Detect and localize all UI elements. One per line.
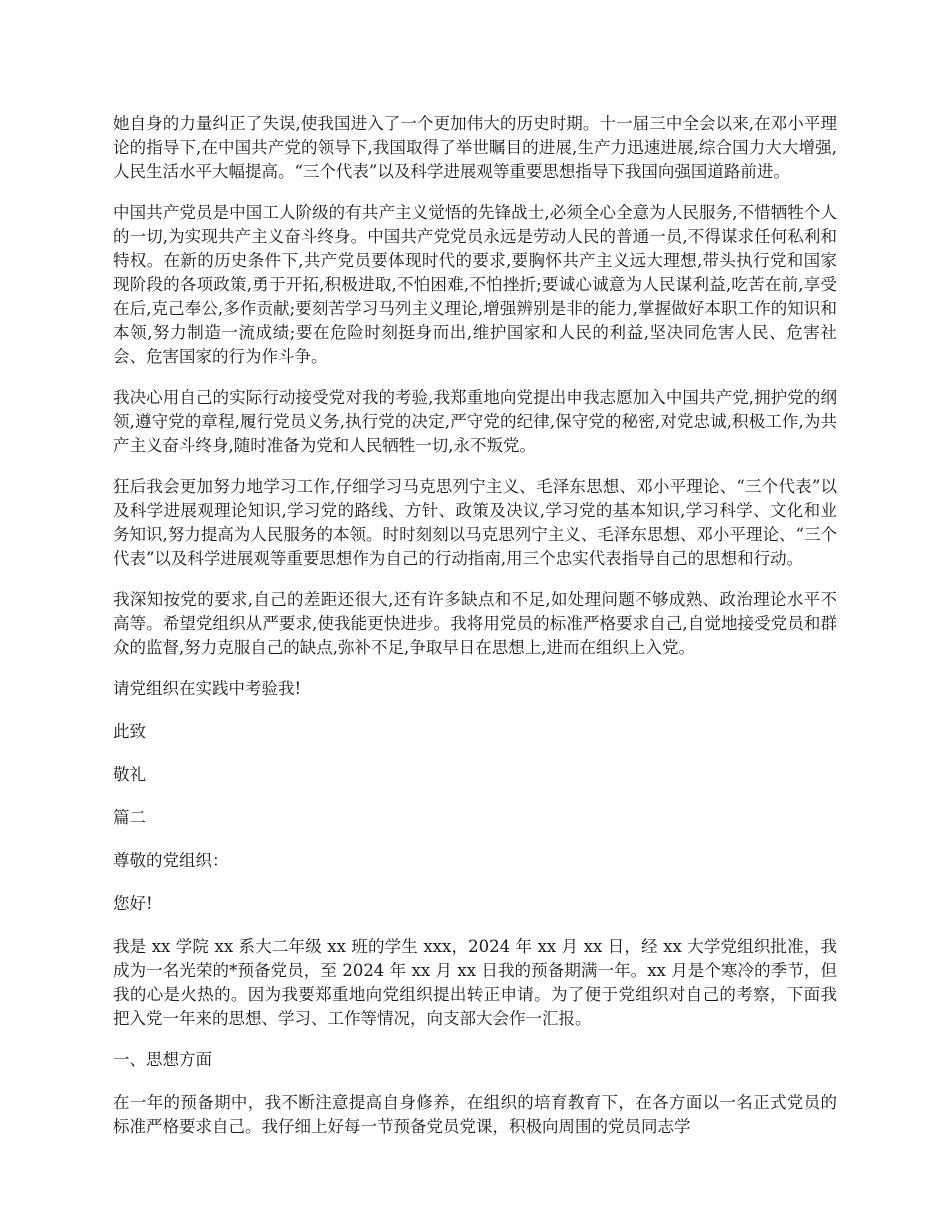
closing-jingli: 敬礼	[113, 765, 146, 784]
section-heading-part-two: 篇二	[113, 808, 146, 827]
paragraph-application-pledge: 我决心用自己的实际行动接受党对我的考验,我郑重地向党提出申我志愿加入中国共产党,拥护党的纲领,遵守党的章程,履行党员义务,执行党的决定,严守党的纪律,保守党的秘密,对党忠诚,积极工作,为共产主义奋斗终身,随时准备为党和人民牺牲一切,永不叛党。	[113, 388, 837, 455]
paragraph-study-plan: 狂后我会更加努力地学习工作,仔细学习马克思列宁主义、毛泽东思想、邓小平理论、“三个代表”以及科学进展观理论知识,学习党的路线、方针、政策及决议,学习党的基本知识,学习科学、文化和业务知识,努力提高为人民服务的本领。时时刻刻以马克思列宁主义、毛泽东思想、邓小平理论、“三个代表”以及科学进展观等重要思想作为自己的行动指南,用三个忠实代表指导自己的思想和行动。	[113, 477, 837, 568]
paragraph-self-assessment: 我深知按党的要求,自己的差距还很大,还有许多缺点和不足,如处理问题不够成熟、政治理论水平不高等。希望党组织从严要求,使我能更快进步。我将用党员的标准严格要求自己,自觉地接受党员和群众的监督,努力克服自己的缺点,弥补不足,争取早日在思想上,进而在组织上入党。	[113, 590, 837, 657]
paragraph-party-member-duties: 中国共产党员是中国工人阶级的有共产主义觉悟的先锋战士,必须全心全意为人民服务,不惜牺牲个人的一切,为实现共产主义奋斗终身。中国共产党党员永远是劳动人民的普通一员,不得谋求任何私利和特权。在新的历史条件下,共产党员要体现时代的要求,要胸怀共产主义远大理想,带头执行党和国家现阶段的各项政策,勇于开拓,积极进取,不怕困难,不怕挫折;要诚心诚意为人民谋利益,吃苦在前,享受在后,克己奉公,多作贡献;要刻苦学习马列主义理论,增强辨别是非的能力,掌握做好本职工作的知识和本领,努力制造一流成绩;要在危险时刻挺身而出,维护国家和人民的利益,坚决同危害人民、危害社会、危害国家的行为作斗争。	[113, 203, 837, 366]
paragraph-thought-aspect: 在一年的预备期中，我不断注意提高自身修养，在组织的培育教育下，在各方面以一名正式党员的标准严格要求自己。我仔细上好每一节预备党员党课，积极向周围的党员同志学	[113, 1093, 837, 1136]
closing-cizhi: 此致	[113, 722, 146, 741]
greeting: 您好!	[113, 894, 153, 913]
section-heading-thought: 一、思想方面	[113, 1050, 212, 1069]
paragraph-history: 她自身的力量纠正了失误,使我国进入了一个更加伟大的历史时期。十一届三中全会以来,在邓小平理论的指导下,在中国共产党的领导下,我国取得了举世瞩目的进展,生产力迅速进展,综合国力大大增强,人民生活水平大幅提高。“三个代表”以及科学进展观等重要思想指导下我国向强国道路前进。	[113, 114, 837, 181]
paragraph-introduction: 我是 xx 学院 xx 系大二年级 xx 班的学生 xxx，2024 年 xx 月 xx 日，经 xx 大学党组织批准，我成为一名光荣的*预备党员，至 2024 年 xx 月 xx 日我的预备期满一年。xx 月是个寒冷的季节，但我的心是火热的。因为我要郑重地向党组织提出转正申请。为了便于党组织对自己的考察，下面我把入党一年来的思想、学习、工作等情况，向支部大会作一汇报。	[113, 937, 837, 1028]
salutation: 尊敬的党组织：	[113, 851, 229, 870]
document-body	[113, 112, 837, 1156]
paragraph-request: 请党组织在实践中考验我!	[113, 679, 302, 698]
